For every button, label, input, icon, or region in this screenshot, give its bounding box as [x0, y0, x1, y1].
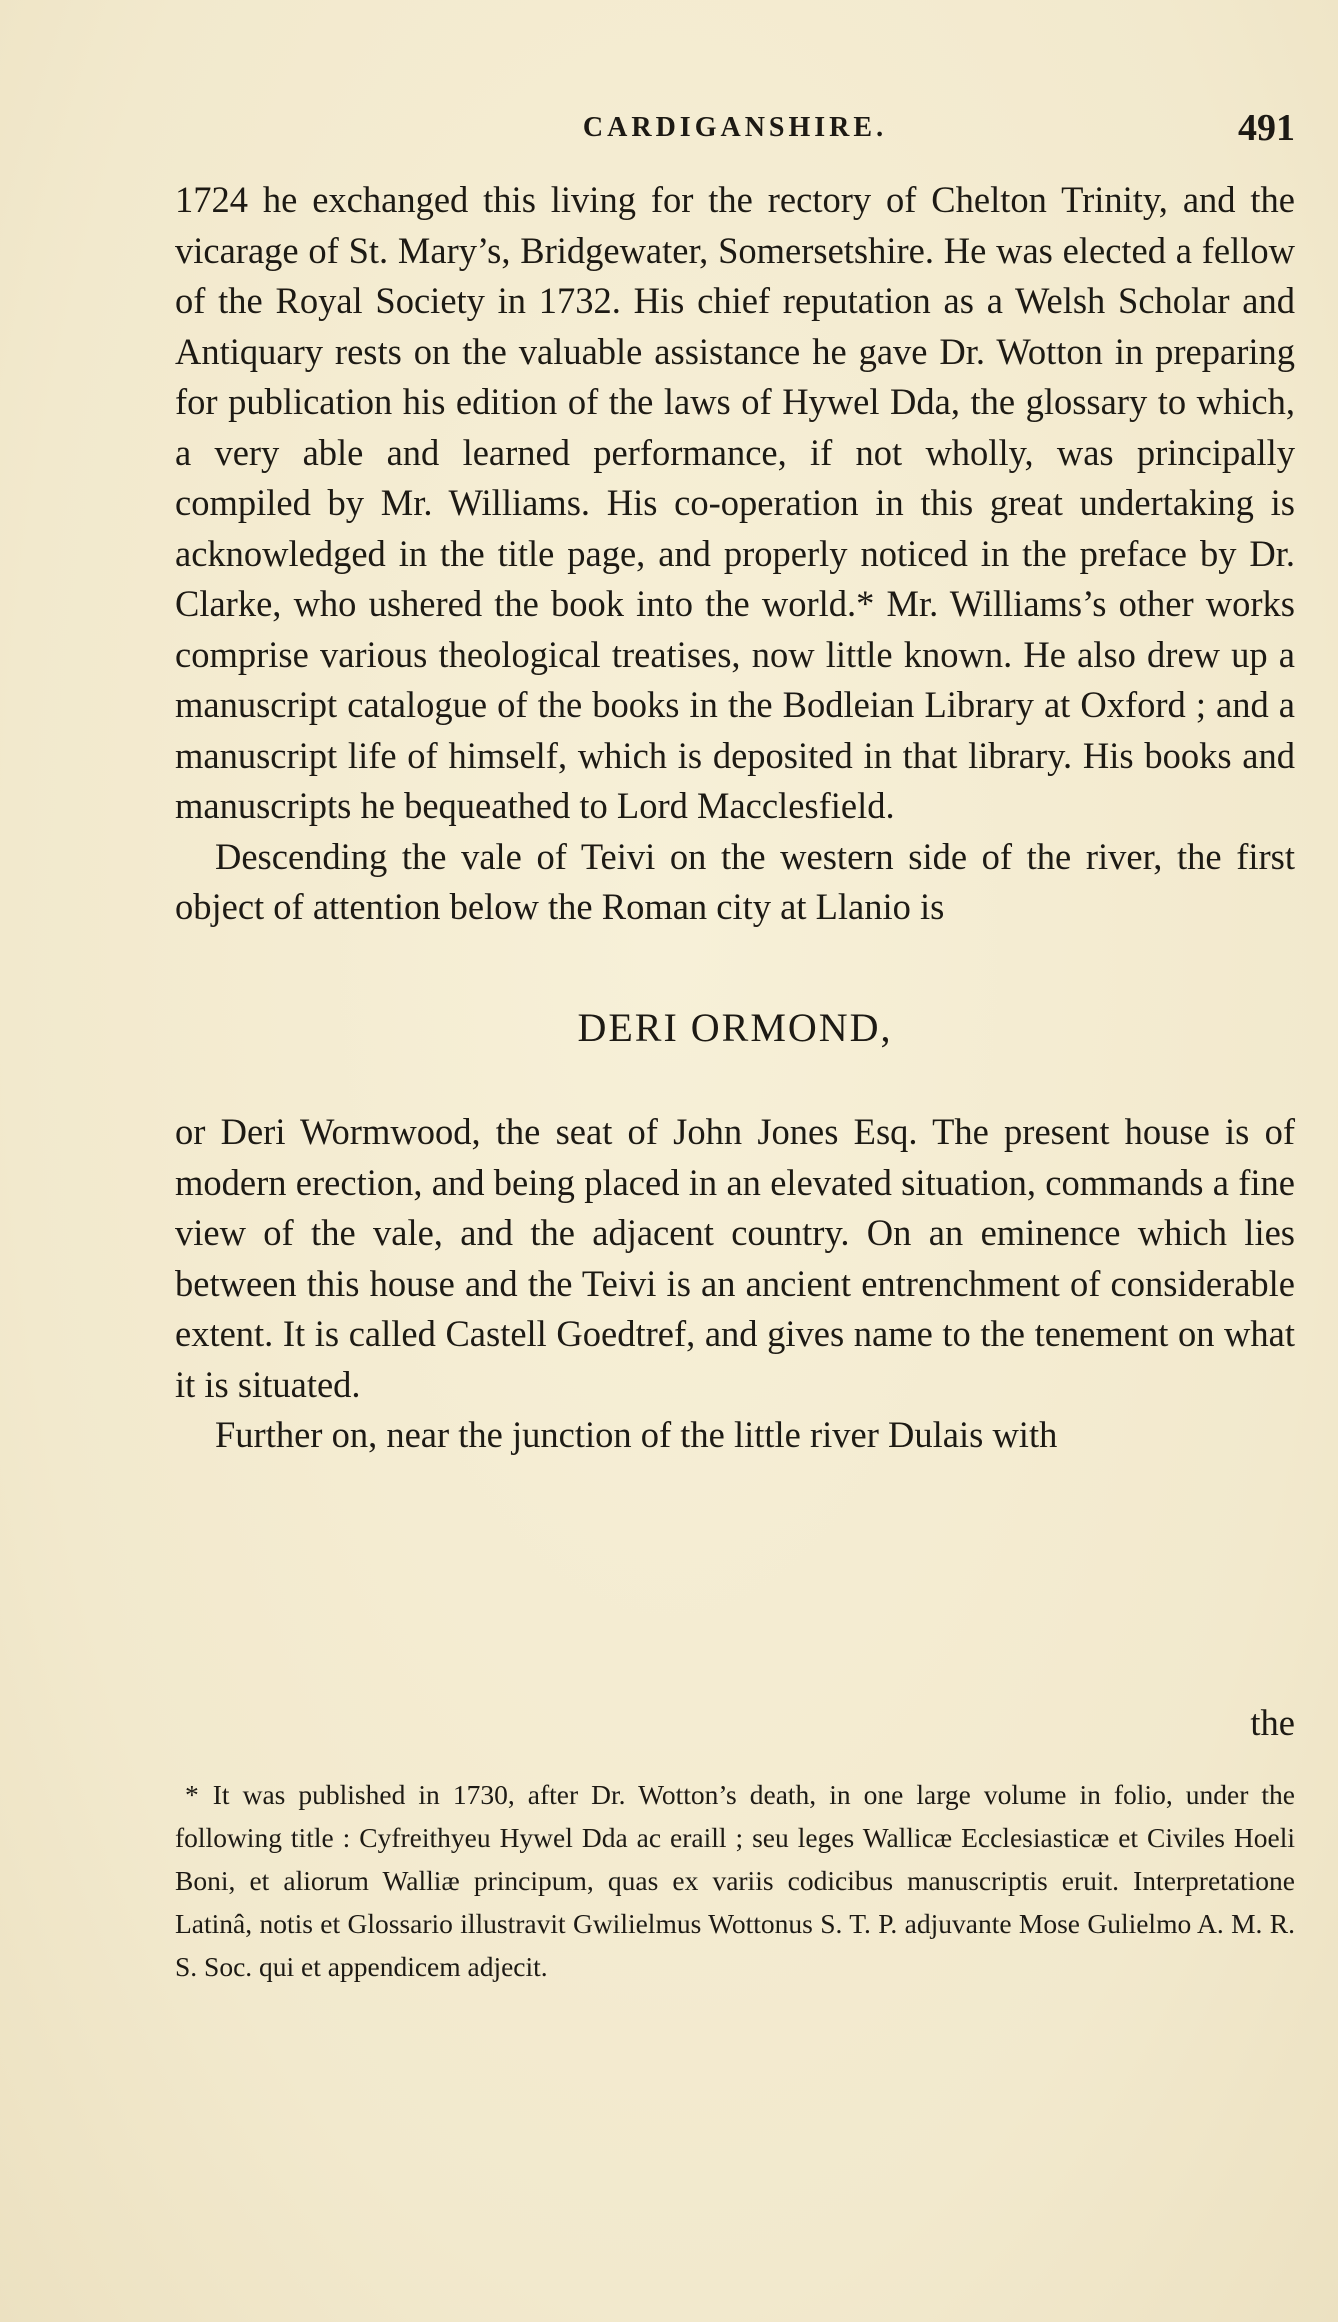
footnote-paragraph — [175, 1773, 1295, 1988]
main-text — [175, 175, 1295, 1461]
page-number: 491 — [1238, 107, 1295, 149]
running-head: CARDIGANSHIRE. — [582, 112, 888, 143]
footnote-text: It was published in 1730, after Dr. Wotton’s death, in one large volume in folio, under the following title : Cyfreithyeu Hywel Dda ac eraill ; seu leges Wallicæ Ecclesiasticæ et Civiles Hoeli Boni, et aliorum Walliæ principum, quas ex variis codicibus manuscriptis eruit. Interpretatione Latinâ, notis et Glossario illustravit Gwilielmus Wottonus S. T. P. adjuvante Mose Gulielmo A. M. R. S. Soc. qui et appendicem adjecit. — [175, 1779, 1295, 1982]
paragraph: Further on, near the junction of the little river Dulais with — [215, 1414, 1058, 1455]
page-header — [175, 107, 1295, 152]
footnote — [175, 1773, 1295, 1988]
paragraph: or Deri Wormwood, the seat of John Jones Esq. The present house is of modern erection, and being placed in an elevated situation, commands a fine view of the vale, and the adjacent country. On an eminence which lies between this house and the Teivi is an ancient entrenchment of considerable extent. It is called Castell Goedtref, and gives name to the tenement on what it is situated. — [175, 1111, 1295, 1405]
section-heading: DERI ORMOND, — [577, 1004, 893, 1050]
catchword: the — [1250, 1702, 1295, 1743]
paragraph: 1724 he exchanged this living for the rectory of Chelton Trinity, and the vicarage of St. Mary’s, Bridgewater, Somersetshire. He was elected a fellow of the Royal Society in 1732. His chief reputation as a Welsh Scholar and Antiquary rests on the valuable assistance he gave Dr. Wotton in preparing for publication his edition of the laws of Hywel Dda, the glossary to which, a very able and learned performance, if not wholly, was principally compiled by Mr. Williams. His co-operation in this great undertaking is acknowledged in the title page, and properly noticed in the preface by Dr. Clarke, who ushered the book into the world.* Mr. Williams’s other works comprise various theological treatises, now little known. He also drew up a manuscript catalogue of the books in the Bodleian Library at Oxford ; and a manuscript life of himself, which is deposited in that library. His books and manuscripts he bequeathed to Lord Macclesfield. — [175, 179, 1295, 826]
footnote-marker: * — [185, 1779, 199, 1810]
paragraph: Descending the vale of Teivi on the western side of the river, the first object of attention below the Roman city at Llanio is — [175, 835, 1295, 927]
